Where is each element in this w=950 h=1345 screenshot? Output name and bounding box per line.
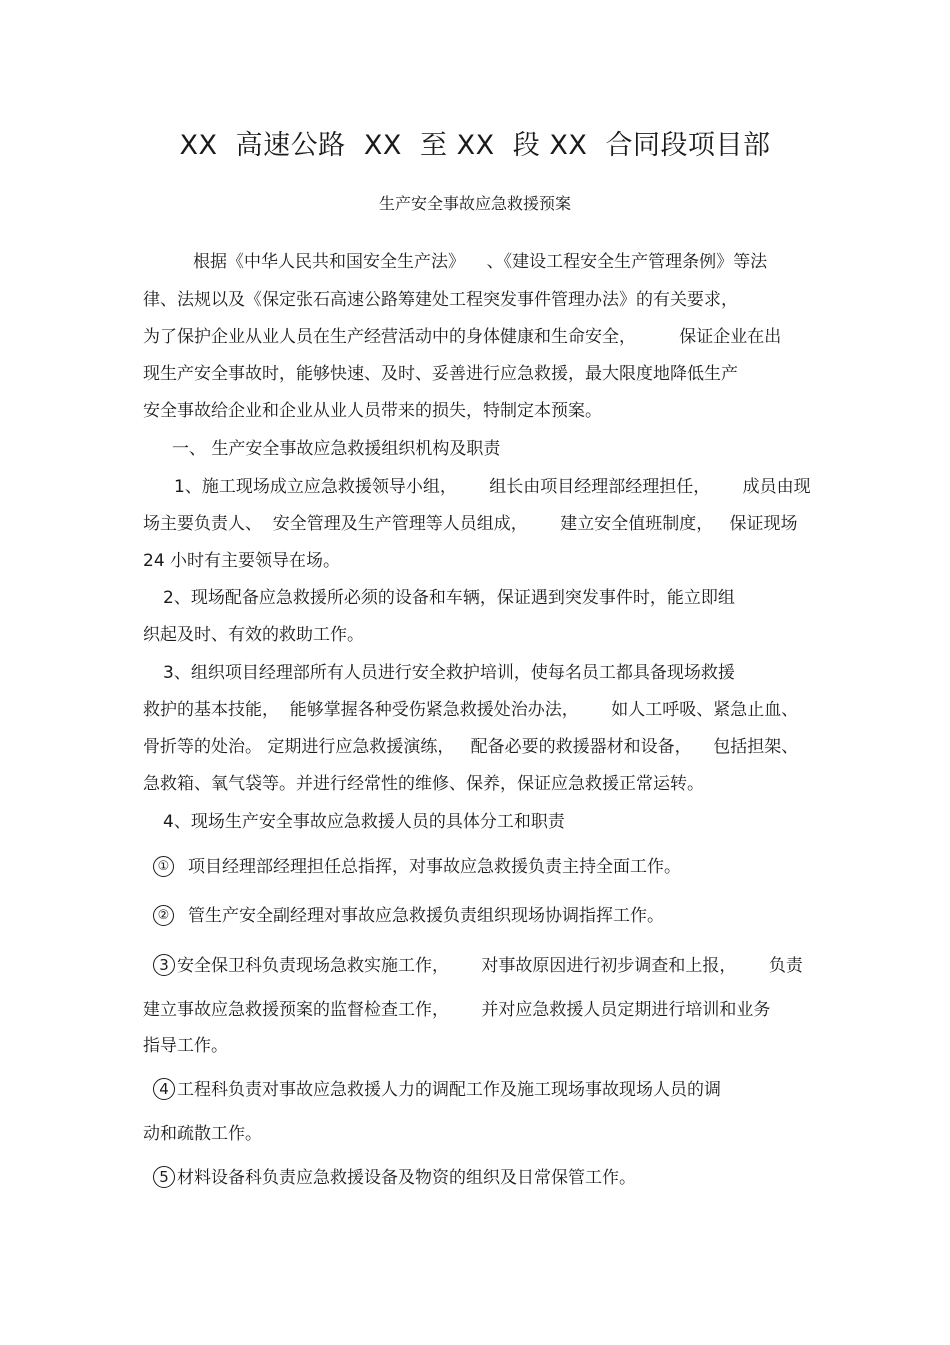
text-line: 救护的基本技能， 能够掌握各种受伤紧急救援处治办法， 如人工呼吸、紧急止血、 <box>143 700 799 720</box>
list-item <box>153 1078 721 1102</box>
document-subtitle: 生产安全事故应急救援预案 <box>378 194 571 213</box>
list-item <box>153 1166 636 1190</box>
circled-number-5: 5 <box>153 1166 175 1188</box>
text-line: 急救箱、氧气袋等。并进行经常性的维修、保养，保证应急救援正常运转。 <box>143 774 704 794</box>
list-item-text: 项目经理部经理担任总指挥，对事故应急救援负责主持全面工作。 <box>188 857 681 877</box>
list-item-text: 材料设备科负责应急救援设备及物资的组织及日常保管工作。 <box>177 1168 636 1188</box>
text-line: 1、施工现场成立应急救援领导小组， 组长由项目经理部经理担任， 成员由现 <box>174 477 811 497</box>
list-item-text: 工程科负责对事故应急救援人力的调配工作及施工现场事故现场人员的调 <box>177 1080 721 1100</box>
list-item <box>153 855 681 879</box>
section-heading: 一、 生产安全事故应急救援组织机构及职责 <box>172 439 501 459</box>
list-item-text: 管生产安全副经理对事故应急救援负责组织现场协调指挥工作。 <box>188 906 664 926</box>
text-line: 现生产安全事故时，能够快速、及时、妥善进行应急救援，最大限度地降低生产 <box>143 364 738 384</box>
list-item <box>153 904 664 928</box>
text-line: 织起及时、有效的救助工作。 <box>143 625 364 645</box>
circled-number-2: ② <box>153 905 174 926</box>
circled-number-1: ① <box>153 856 174 877</box>
text-line: 为了保护企业从业人员在生产经营活动中的身体健康和生命安全， 保证企业在出 <box>143 327 782 347</box>
text-line: 3、组织项目经理部所有人员进行安全救护培训，使每名员工都具备现场救援 <box>163 663 735 683</box>
circled-number-3: 3 <box>153 954 175 976</box>
text-line: 动和疏散工作。 <box>143 1124 262 1144</box>
text-line: 骨折等的处治。 定期进行应急救援演练， 配备必要的救援器材和设备， 包括担架、 <box>143 737 799 757</box>
text-line: 场主要负责人、 安全管理及生产管理等人员组成， 建立安全值班制度， 保证现场 <box>143 514 798 534</box>
text-line: 2、现场配备应急救援所必须的设备和车辆，保证遇到突发事件时，能立即组 <box>163 588 735 608</box>
list-item-text: 安全保卫科负责现场急救实施工作， 对事故原因进行初步调查和上报， 负责 <box>177 956 803 976</box>
text-line: 安全事故给企业和企业从业人员带来的损失，特制定本预案。 <box>143 401 602 421</box>
list-item <box>153 954 803 978</box>
circled-number-4: 4 <box>153 1078 175 1100</box>
text-line: 律、法规以及《保定张石高速公路筹建处工程突发事件管理办法》的有关要求， <box>143 290 738 310</box>
text-line: 指导工作。 <box>143 1036 228 1056</box>
text-line: 4、现场生产安全事故应急救援人员的具体分工和职责 <box>163 812 565 832</box>
text-line: 24 小时有主要领导在场。 <box>143 551 341 571</box>
text-line: 根据《中华人民共和国安全生产法》 、《建设工程安全生产管理条例》等法 <box>193 252 768 272</box>
document-title: XX 高速公路 XX 至 XX 段 XX 合同段项目部 <box>179 130 771 161</box>
text-line: 建立事故应急救援预案的监督检查工作， 并对应急救援人员定期进行培训和业务 <box>143 1000 771 1020</box>
